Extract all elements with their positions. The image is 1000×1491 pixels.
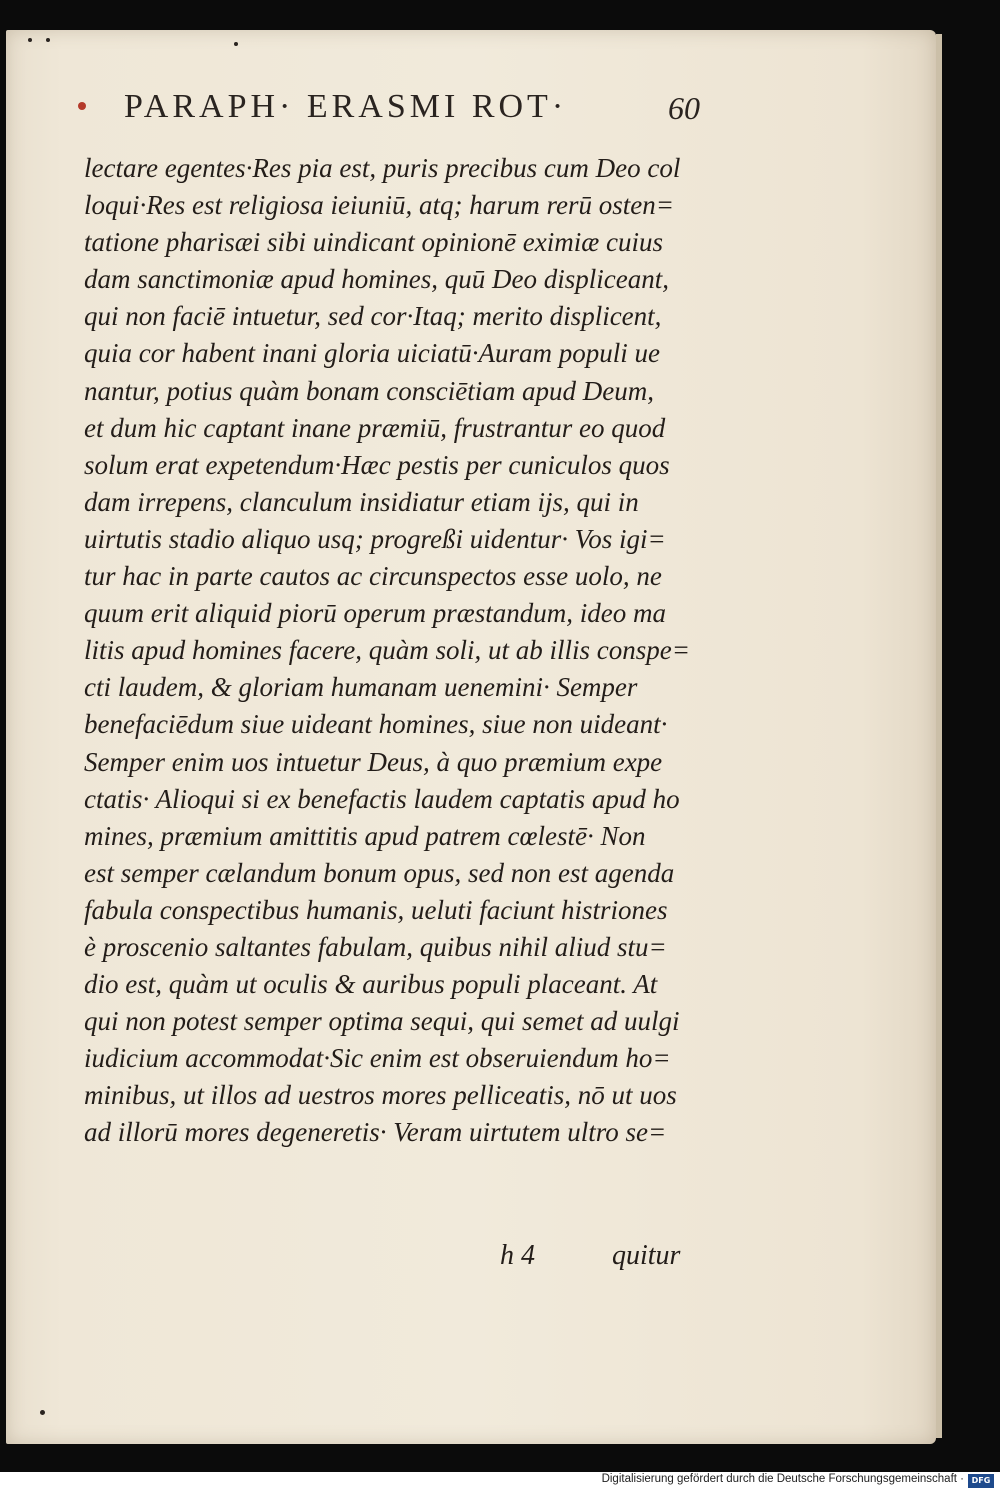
ink-speck: [234, 42, 238, 46]
text-line: nantur, potius quàm bonam consciētiam apud Deum,: [84, 375, 654, 406]
folio-number: 60: [668, 90, 700, 126]
text-line: loqui·Res est religiosa ieiuniū, atq; harum rerū osten=: [84, 190, 674, 221]
text-line: dam sanctimoniæ apud homines, quū Deo displiceant,: [84, 264, 669, 295]
text-line: mines, præmium amittitis apud patrem cœlestē· Non: [84, 820, 646, 851]
text-line: quum erit aliquid piorū operum præstandum, ideo ma: [84, 598, 667, 629]
running-head: [78, 88, 718, 128]
text-line: ad illorū mores degeneretis· Veram uirtutem ultro se=: [84, 1117, 667, 1148]
catchword: quitur: [612, 1240, 681, 1271]
dfg-logo-icon: DFG: [968, 1474, 994, 1488]
text-line: benefaciēdum siue uideant homines, siue non uideant·: [84, 709, 668, 740]
text-line: fabula conspectibus humanis, ueluti faciunt histriones: [84, 894, 668, 925]
text-line: minibus, ut illos ad uestros mores pelliceatis, nō ut uos: [84, 1080, 677, 1111]
text-line: è proscenio saltantes fabulam, quibus nihil aliud stu=: [84, 931, 667, 962]
ink-speck: [40, 1410, 45, 1415]
text-line: iudicium accommodat·Sic enim est obseruiendum ho=: [84, 1043, 671, 1074]
ink-speck: [28, 38, 32, 42]
text-line: uirtutis stadio aliquo usq; progreßi uidentur· Vos igi=: [84, 523, 666, 554]
footer-bar: [0, 1472, 1000, 1491]
page-edge: [936, 34, 942, 1438]
text-line: qui non faciē intuetur, sed cor·Itaq; merito displicent,: [84, 301, 662, 332]
text-line: lectare egentes·Res pia est, puris precibus cum Deo col: [84, 153, 681, 183]
text-line: dam irrepens, clanculum insidiatur etiam ijs, qui in: [84, 486, 639, 517]
text-line: litis apud homines facere, quàm soli, ut ab illis conspe=: [84, 635, 690, 666]
text-line: dio est, quàm ut oculis & auribus populi placeant. At: [84, 969, 658, 1000]
signature-mark: h 4: [500, 1240, 535, 1271]
text-line: qui non potest semper optima sequi, qui semet ad uulgi: [84, 1006, 680, 1037]
funding-credit: Digitalisierung gefördert durch die Deutsche Forschungsgemeinschaft ·: [601, 1473, 964, 1485]
text-line: Semper enim uos intuetur Deus, à quo præmium expe: [84, 746, 663, 777]
ink-speck: [46, 38, 50, 42]
text-line: ctatis· Alioqui si ex benefactis laudem captatis apud ho: [84, 783, 680, 814]
text-line: solum erat expetendum·Hæc pestis per cuniculos quos: [84, 449, 670, 480]
running-head-title: PARAPH· ERASMI ROT·: [124, 88, 568, 125]
text-line: et dum hic captant inane præmiū, frustrantur eo quod: [84, 412, 666, 443]
catch-line: [500, 1240, 720, 1280]
body-text: [84, 150, 724, 1152]
text-line: quia cor habent inani gloria uiciatū·Auram populi ue: [84, 338, 660, 369]
ornament-dot-icon: [78, 102, 86, 110]
text-line: tatione pharisæi sibi uindicant opinionē eximiæ cuius: [84, 227, 663, 258]
text-line: est semper cælandum bonum opus, sed non est agenda: [84, 857, 675, 888]
text-line: tur hac in parte cautos ac circunspectos esse uolo, ne: [84, 561, 662, 592]
text-line: cti laudem, & gloriam humanam uenemini· Semper: [84, 672, 638, 703]
